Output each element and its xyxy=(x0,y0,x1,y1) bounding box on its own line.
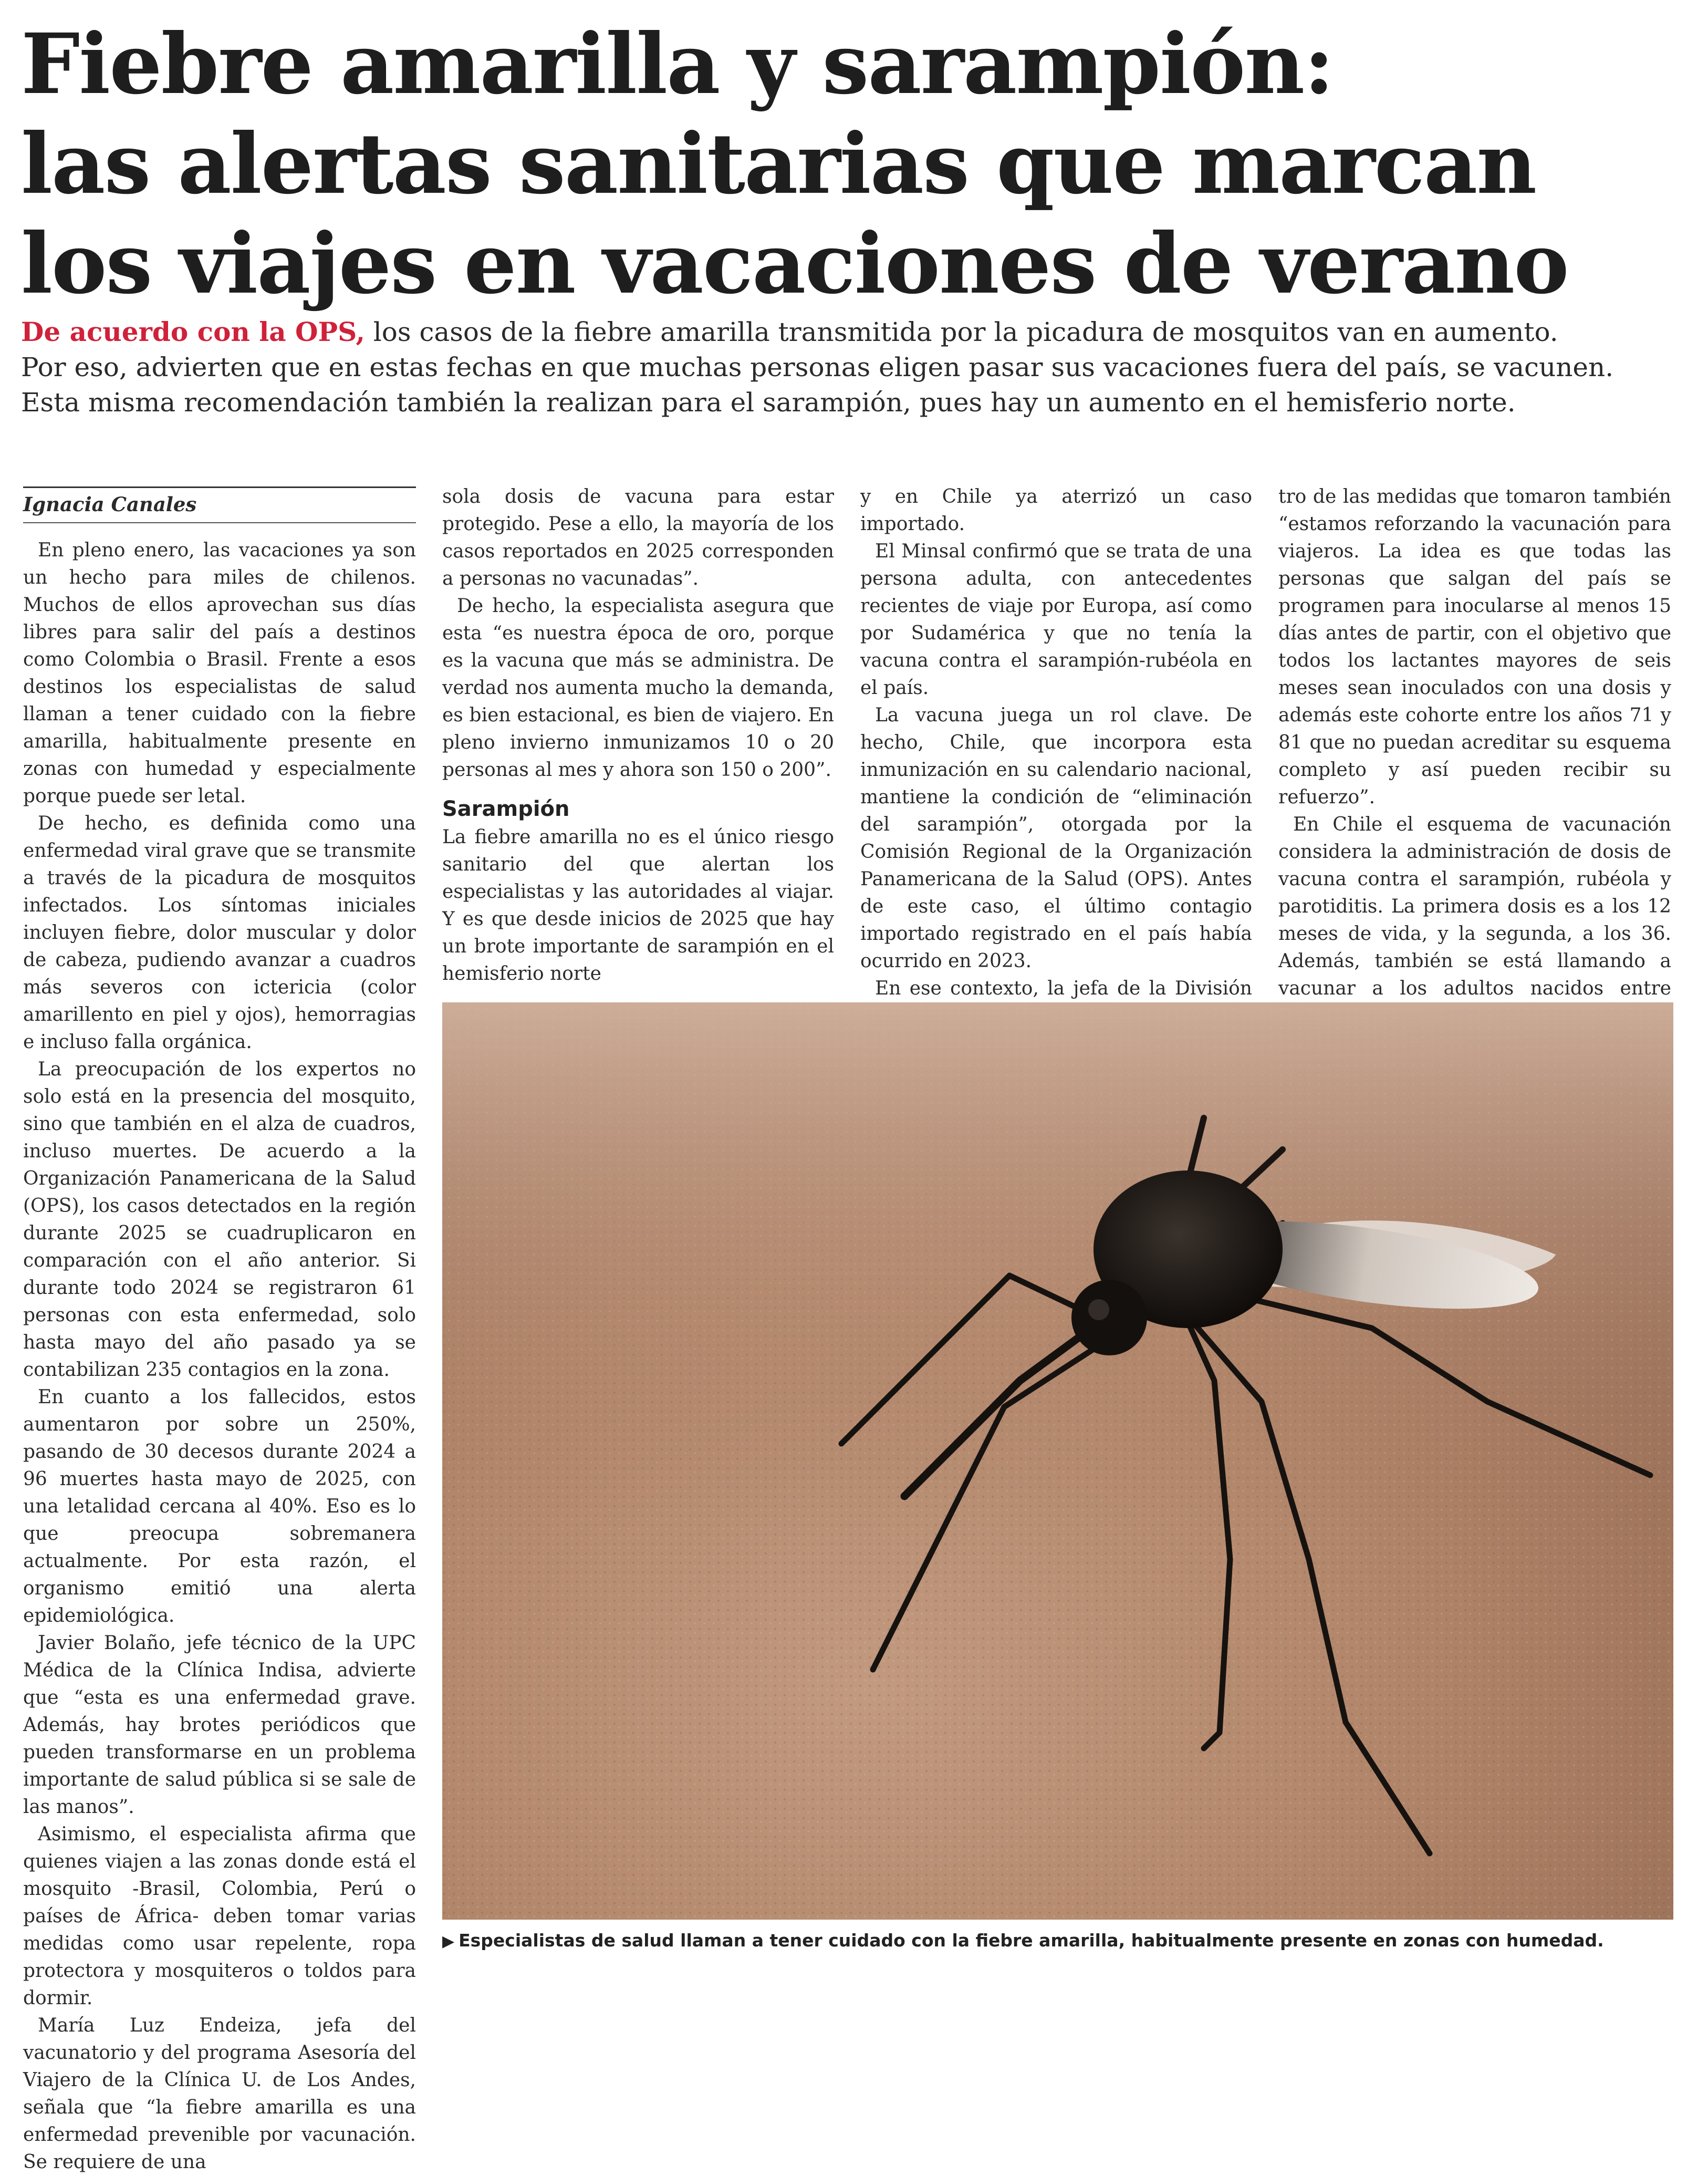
col1-paragraph: Asimismo, el especialista afirma que quienes viajen a las zonas donde está el mosquito -Brasil, Colombia, Perú o países de África- deben tomar varias medidas como usar repelente, ropa protectora y mosquiteros o toldos para dormir. xyxy=(23,1823,416,2009)
col4-paragraph xyxy=(1278,811,1671,1030)
col1-paragraph: De hecho, es definida como una enfermedad viral grave que se transmite a través de la picadura de mosquitos infectados. Los síntomas iniciales incluyen fiebre, dolor muscular y dolor de cabeza, pudiendo avanzar a cuadros más severos con ictericia (color amarillento en piel y ojos), hemorragias e incluso falla orgánica. xyxy=(23,813,416,1053)
headline xyxy=(21,15,1675,314)
lead-line-2: Por eso, advierten que en estas fechas en que muchas personas eligen pasar sus vacaciones fuera del país, se vacunen. xyxy=(21,352,1614,382)
col1-paragraph: María Luz Endeiza, jefa del vacunatorio y del programa Asesoría del Viajero de la Clínica U. de Los Andes, señala que “la fiebre amarilla es una enfermedad prevenible por vacunación. Se requiere de una xyxy=(23,2015,416,2173)
column-2 xyxy=(442,483,834,988)
subhead-sarampion: Sarampión xyxy=(442,797,570,821)
col1-paragraph: En pleno enero, las vacaciones ya son un hecho para miles de chilenos. Muchos de ellos aprovechan sus días libres para salir del país a destinos como Colombia o Brasil. Frente a esos destinos los especialistas de salud llaman a tener cuidado con la fiebre amarilla, habitualmente presente en zonas con humedad y especialmente porque puede ser letal. xyxy=(23,540,416,807)
headline-line-3: los viajes en vacaciones de verano xyxy=(21,215,1568,313)
lead-line-1-rest: los casos de la fiebre amarilla transmitida por la picadura de mosquitos van en aumento. xyxy=(364,317,1558,347)
col1-paragraph: La preocupación de los expertos no solo está en la presencia del mosquito, sino que también en el alza de cuadros, incluso muertes. De acuerdo a la Organización Panamericana de la Salud (OPS), los casos detectados en la región durante 2025 se cuadruplicaron en comparación con el año anterior. Si durante todo 2024 se registraron 61 personas con esta enfermedad, solo hasta mayo del año pasado ya se contabilizan 235 contagios en la zona. xyxy=(23,1059,416,1381)
column-1 xyxy=(23,537,416,2176)
col4-last-text: En Chile el esquema de vacunación considera la administración de dosis de vacuna contra el sarampión, rubéola y parotiditis. La primera dosis es a los 12 meses de vida, y la segunda, a los 36. Además, también se está llamando a vacunar a los adultos nacidos entre xyxy=(1278,814,1671,999)
mosquito-photo xyxy=(442,1002,1673,1920)
byline-bottom-rule xyxy=(23,522,416,523)
caption-text: Especialistas de salud llaman a tener cuidado con la fiebre amarilla, habitualmente presente en zonas con humedad. xyxy=(459,1930,1604,1951)
mosquito-illustration xyxy=(442,1002,1673,1920)
col1-paragraph: Javier Bolaño, jefe técnico de la UPC Médica de la Clínica Indisa, advierte que “esta es una enfermedad grave. Además, hay brotes periódicos que pueden transformarse en un problema importante de salud pública si se sale de las manos”. xyxy=(23,1632,416,1818)
col2-paragraph: sola dosis de vacuna para estar protegido. Pese a ello, la mayoría de los casos reportados en 2025 corresponden a personas no vacunadas”. xyxy=(442,486,834,589)
lead-paragraph xyxy=(21,314,1691,420)
column-3 xyxy=(860,483,1252,1084)
lead-line-1 xyxy=(21,314,1691,350)
col4-paragraph: tro de las medidas que tomaron también “estamos reforzando la vacunación para viajeros. La idea es que todas las personas que salgan del país se programen para inocularse al menos 15 días antes de partir, con el objetivo que todos los lactantes mayores de seis meses sean inoculados con una dosis y además este cohorte entre los años 71 y 81 que no puedan acreditar su esquema completo y así pueden recibir su refuerzo”. xyxy=(1278,486,1671,808)
col3-paragraph: La vacuna juega un rol clave. De hecho, Chile, que incorpora esta inmunización en su calendario nacional, mantiene la condición de “eliminación del sarampión”, otorgada por la Comisión Regional de la Organización Panamericana de la Salud (OPS). Antes de este caso, el último contagio importado registrado en el país había ocurrido en 2023. xyxy=(860,704,1252,972)
lead-highlight: De acuerdo con la OPS, xyxy=(21,316,365,347)
col3-paragraph: y en Chile ya aterrizó un caso importado. xyxy=(860,486,1252,535)
byline-top-rule xyxy=(23,486,416,488)
column-4 xyxy=(1278,483,1671,1030)
col1-paragraph: En cuanto a los fallecidos, estos aumentaron por sobre un 250%, pasando de 30 decesos durante 2024 a 96 muertes hasta mayo de 2025, con una letalidad cercana al 40%. Eso es lo que preocupa sobremanera actualmente. Por esta razón, el organismo emitió una alerta epidemiológica. xyxy=(23,1386,416,1626)
col3-paragraph: El Minsal confirmó que se trata de una persona adulta, con antecedentes recientes de viaje por Europa, así como por Sudamérica y que no tenía la vacuna contra el sarampión-rubéola en el país. xyxy=(860,541,1252,699)
lead-line-3: Esta misma recomendación también la realizan para el sarampión, pues hay un aumento en el hemisferio norte. xyxy=(21,387,1516,418)
headline-line-1: Fiebre amarilla y sarampión: xyxy=(21,16,1334,113)
photo-caption xyxy=(442,1929,1682,1953)
headline-line-2: las alertas sanitarias que marcan xyxy=(21,116,1536,213)
col2-paragraph: La fiebre amarilla no es el único riesgo sanitario del que alertan los especialistas y las autoridades al viajar. Y es que desde inicios de 2025 que hay un brote importante de sarampión en el hemisferio norte xyxy=(442,826,834,985)
col3-paragraph: En ese contexto, la jefa de la División xyxy=(875,978,1252,999)
col2-paragraph: De hecho, la especialista asegura que esta “es nuestra época de oro, porque es la vacuna que más se administra. De verdad nos aumenta mucho la demanda, es bien estacional, es bien de viajero. En pleno invierno inmunizamos 10 o 20 personas al mes y ahora son 150 o 200”. xyxy=(442,595,834,781)
byline: Ignacia Canales xyxy=(23,493,197,516)
caption-arrow-icon: ▶ xyxy=(442,1932,455,1951)
